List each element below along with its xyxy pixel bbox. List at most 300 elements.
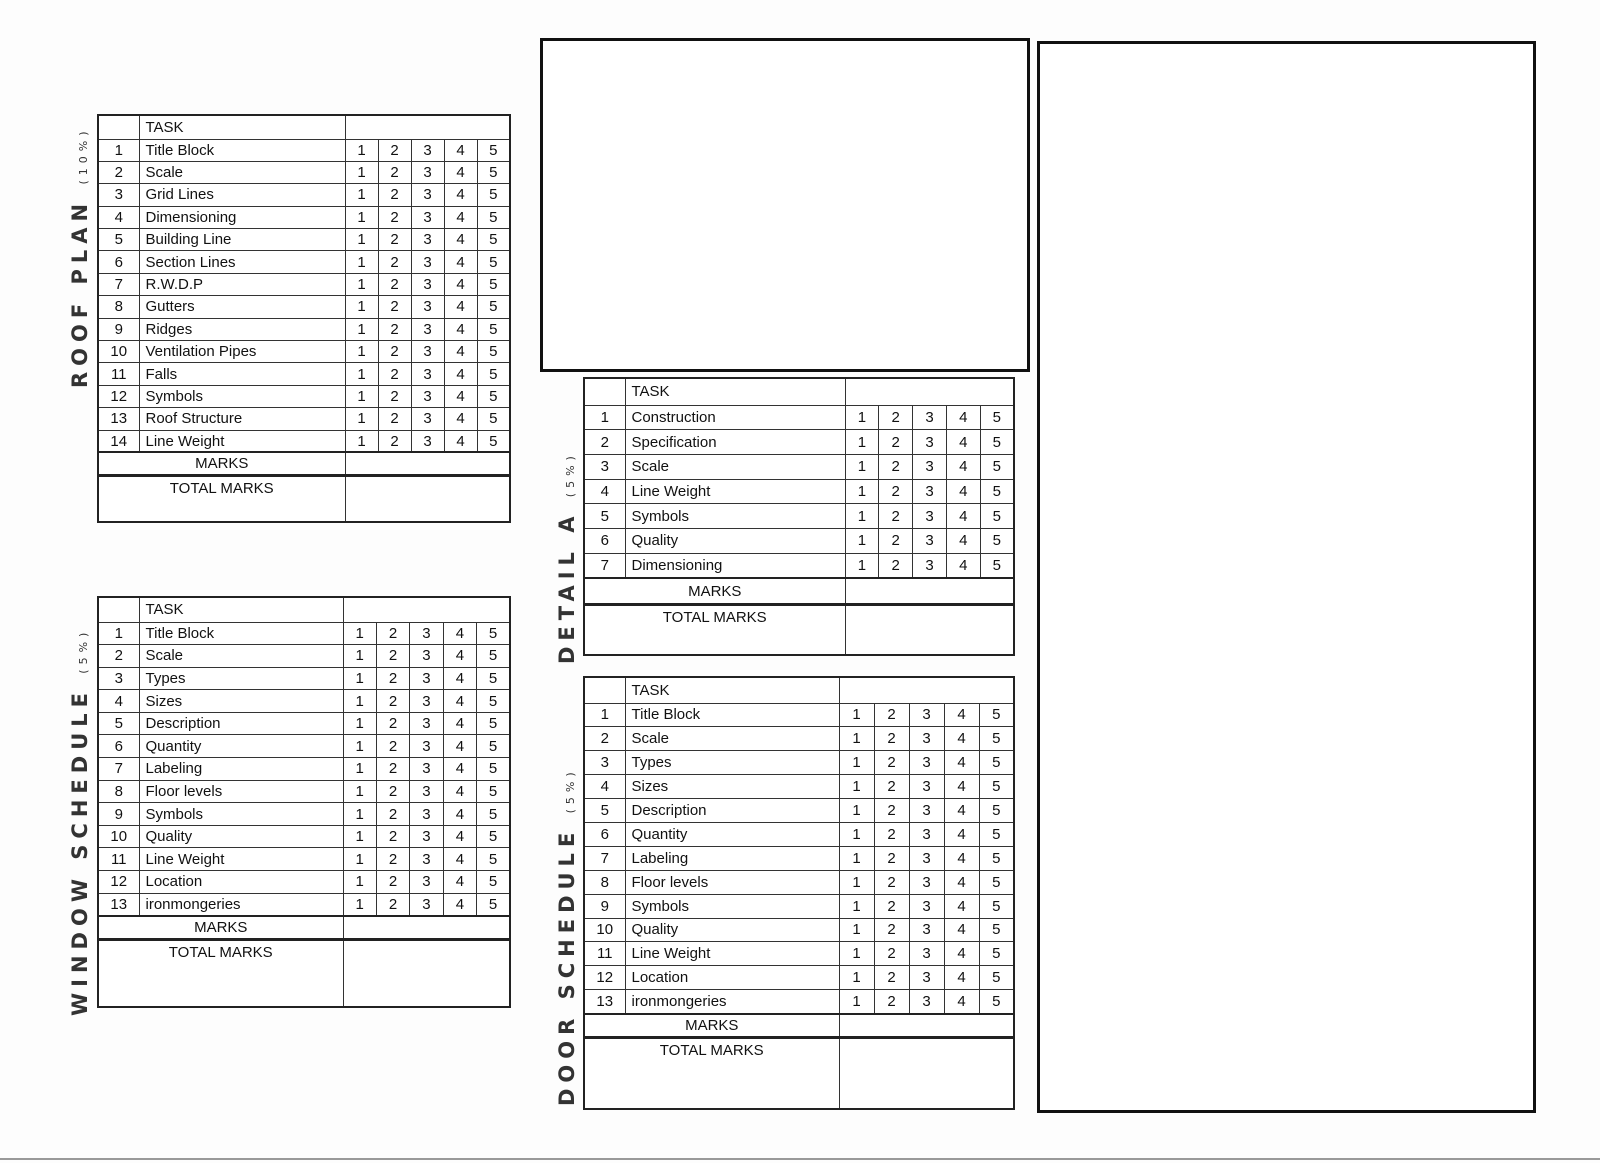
window-schedule-label (68, 628, 92, 1016)
score-option-3[interactable]: 3 (909, 727, 944, 751)
score-option-3[interactable]: 3 (913, 454, 947, 479)
score-option-2[interactable]: 2 (879, 479, 913, 504)
score-option-2[interactable]: 2 (376, 893, 409, 916)
score-option-4[interactable]: 4 (443, 803, 476, 826)
score-option-1[interactable]: 1 (343, 848, 376, 871)
score-option-3[interactable]: 3 (411, 296, 444, 318)
score-option-4[interactable]: 4 (944, 822, 979, 846)
task-name: Location (625, 966, 839, 990)
score-option-2[interactable]: 2 (874, 894, 909, 918)
score-option-1[interactable]: 1 (345, 318, 378, 340)
score-option-2[interactable]: 2 (378, 273, 411, 295)
score-option-4[interactable]: 4 (444, 363, 477, 385)
table-row (98, 161, 510, 183)
row-number: 3 (584, 751, 625, 775)
score-option-4[interactable]: 4 (944, 799, 979, 823)
score-option-3[interactable]: 3 (411, 184, 444, 206)
score-option-3[interactable]: 3 (410, 712, 443, 735)
score-option-2[interactable]: 2 (376, 758, 409, 781)
score-option-2[interactable]: 2 (376, 690, 409, 713)
score-option-4[interactable]: 4 (944, 870, 979, 894)
score-option-1[interactable]: 1 (839, 966, 874, 990)
score-option-3[interactable]: 3 (410, 667, 443, 690)
score-option-3[interactable]: 3 (410, 622, 443, 645)
score-option-3[interactable]: 3 (909, 894, 944, 918)
score-option-2[interactable]: 2 (879, 504, 913, 529)
window-schedule-total-row (98, 940, 510, 1007)
score-option-2[interactable]: 2 (376, 667, 409, 690)
score-option-3[interactable]: 3 (410, 690, 443, 713)
score-option-4[interactable]: 4 (444, 139, 477, 161)
score-option-1[interactable]: 1 (839, 751, 874, 775)
row-number: 12 (584, 966, 625, 990)
score-option-3[interactable]: 3 (909, 822, 944, 846)
score-option-1[interactable]: 1 (343, 622, 376, 645)
score-option-2[interactable]: 2 (378, 161, 411, 183)
score-option-4[interactable]: 4 (944, 966, 979, 990)
score-option-4[interactable]: 4 (944, 751, 979, 775)
score-option-3[interactable]: 3 (411, 229, 444, 251)
score-option-1[interactable]: 1 (845, 454, 879, 479)
score-option-5[interactable]: 5 (979, 727, 1014, 751)
score-option-5[interactable]: 5 (477, 803, 510, 826)
score-option-4[interactable]: 4 (444, 341, 477, 363)
door-schedule-table (583, 676, 1015, 1110)
score-option-5[interactable]: 5 (979, 894, 1014, 918)
score-option-2[interactable]: 2 (378, 318, 411, 340)
task-name: Scale (625, 454, 845, 479)
score-option-2[interactable]: 2 (874, 703, 909, 727)
score-option-5[interactable]: 5 (980, 504, 1014, 529)
score-option-5[interactable]: 5 (980, 430, 1014, 455)
score-option-1[interactable]: 1 (839, 990, 874, 1014)
score-option-1[interactable]: 1 (343, 803, 376, 826)
score-option-2[interactable]: 2 (376, 645, 409, 668)
score-option-3[interactable]: 3 (410, 645, 443, 668)
score-option-5[interactable]: 5 (980, 454, 1014, 479)
score-option-4[interactable]: 4 (443, 780, 476, 803)
score-option-3[interactable]: 3 (909, 990, 944, 1014)
total-marks-value-field[interactable] (343, 940, 510, 1007)
score-option-3[interactable]: 3 (411, 318, 444, 340)
score-option-4[interactable]: 4 (946, 405, 980, 430)
score-option-2[interactable]: 2 (378, 184, 411, 206)
row-number: 4 (584, 479, 625, 504)
score-option-5[interactable]: 5 (477, 363, 510, 385)
task-name: Sizes (625, 775, 839, 799)
score-option-5[interactable]: 5 (477, 430, 510, 452)
table-row (98, 825, 510, 848)
score-option-4[interactable]: 4 (944, 942, 979, 966)
task-name: Title Block (625, 703, 839, 727)
task-name: Scale (625, 727, 839, 751)
score-option-4[interactable]: 4 (443, 825, 476, 848)
score-option-2[interactable]: 2 (879, 454, 913, 479)
score-option-1[interactable]: 1 (345, 161, 378, 183)
score-option-4[interactable]: 4 (443, 893, 476, 916)
score-option-4[interactable]: 4 (944, 727, 979, 751)
score-option-4[interactable]: 4 (944, 775, 979, 799)
score-option-1[interactable]: 1 (343, 712, 376, 735)
score-option-1[interactable]: 1 (839, 799, 874, 823)
score-option-4[interactable]: 4 (443, 758, 476, 781)
score-option-4[interactable]: 4 (944, 703, 979, 727)
score-option-5[interactable]: 5 (477, 893, 510, 916)
score-option-5[interactable]: 5 (477, 712, 510, 735)
score-option-4[interactable]: 4 (443, 712, 476, 735)
drawing-frame-top (540, 38, 1030, 372)
score-option-1[interactable]: 1 (839, 870, 874, 894)
score-option-4[interactable]: 4 (944, 990, 979, 1014)
score-option-3[interactable]: 3 (410, 871, 443, 894)
score-option-5[interactable]: 5 (477, 622, 510, 645)
score-option-5[interactable]: 5 (477, 318, 510, 340)
score-option-1[interactable]: 1 (845, 479, 879, 504)
score-option-1[interactable]: 1 (345, 363, 378, 385)
score-option-1[interactable]: 1 (839, 775, 874, 799)
score-option-1[interactable]: 1 (345, 206, 378, 228)
score-option-3[interactable]: 3 (909, 870, 944, 894)
score-option-3[interactable]: 3 (913, 479, 947, 504)
table-row (98, 758, 510, 781)
task-header: TASK (139, 597, 343, 622)
roof-plan-header-row (98, 115, 510, 139)
score-option-5[interactable]: 5 (477, 758, 510, 781)
score-option-4[interactable]: 4 (944, 918, 979, 942)
score-option-3[interactable]: 3 (913, 405, 947, 430)
score-option-2[interactable]: 2 (376, 825, 409, 848)
score-option-1[interactable]: 1 (345, 251, 378, 273)
score-option-5[interactable]: 5 (979, 799, 1014, 823)
score-option-3[interactable]: 3 (909, 751, 944, 775)
score-option-5[interactable]: 5 (979, 990, 1014, 1014)
score-option-2[interactable]: 2 (376, 848, 409, 871)
score-option-5[interactable]: 5 (477, 690, 510, 713)
row-number: 11 (98, 848, 139, 871)
score-option-3[interactable]: 3 (909, 775, 944, 799)
score-option-4[interactable]: 4 (944, 846, 979, 870)
score-option-3[interactable]: 3 (411, 139, 444, 161)
score-option-2[interactable]: 2 (874, 775, 909, 799)
window-schedule-marks-row (98, 916, 510, 940)
score-option-1[interactable]: 1 (343, 758, 376, 781)
task-name: Description (139, 712, 343, 735)
score-option-4[interactable]: 4 (946, 528, 980, 553)
table-row (98, 667, 510, 690)
score-option-3[interactable]: 3 (410, 893, 443, 916)
score-option-5[interactable]: 5 (979, 751, 1014, 775)
score-option-3[interactable]: 3 (411, 206, 444, 228)
score-option-5[interactable]: 5 (477, 735, 510, 758)
score-option-3[interactable]: 3 (411, 430, 444, 452)
task-header: TASK (625, 677, 839, 703)
detail-a-percent: (5%) (564, 451, 577, 498)
score-option-4[interactable]: 4 (443, 848, 476, 871)
score-option-1[interactable]: 1 (343, 893, 376, 916)
score-option-2[interactable]: 2 (879, 553, 913, 578)
task-name: Line Weight (625, 942, 839, 966)
score-option-4[interactable]: 4 (444, 206, 477, 228)
score-option-5[interactable]: 5 (477, 408, 510, 430)
score-option-3[interactable]: 3 (410, 758, 443, 781)
score-option-4[interactable]: 4 (946, 454, 980, 479)
score-option-3[interactable]: 3 (909, 918, 944, 942)
score-option-2[interactable]: 2 (378, 385, 411, 407)
score-option-2[interactable]: 2 (376, 735, 409, 758)
task-header: TASK (625, 378, 845, 405)
score-option-1[interactable]: 1 (839, 727, 874, 751)
score-option-4[interactable]: 4 (443, 622, 476, 645)
score-option-1[interactable]: 1 (345, 139, 378, 161)
score-option-2[interactable]: 2 (874, 799, 909, 823)
score-option-5[interactable]: 5 (477, 341, 510, 363)
task-name: Dimensioning (139, 206, 345, 228)
score-option-5[interactable]: 5 (477, 273, 510, 295)
score-option-3[interactable]: 3 (909, 942, 944, 966)
score-option-3[interactable]: 3 (411, 385, 444, 407)
score-option-1[interactable]: 1 (839, 942, 874, 966)
task-name: Title Block (139, 622, 343, 645)
score-option-4[interactable]: 4 (944, 894, 979, 918)
task-name: Scale (139, 645, 343, 668)
score-option-5[interactable]: 5 (980, 528, 1014, 553)
roof-plan-title: ROOF PLAN (68, 197, 92, 388)
score-option-2[interactable]: 2 (874, 918, 909, 942)
score-option-1[interactable]: 1 (343, 667, 376, 690)
table-row (98, 893, 510, 916)
score-option-1[interactable]: 1 (839, 894, 874, 918)
score-option-4[interactable]: 4 (443, 645, 476, 668)
score-option-4[interactable]: 4 (444, 184, 477, 206)
table-row (584, 966, 1014, 990)
score-option-1[interactable]: 1 (343, 645, 376, 668)
score-option-2[interactable]: 2 (376, 871, 409, 894)
score-option-2[interactable]: 2 (874, 966, 909, 990)
table-row (584, 990, 1014, 1014)
score-option-1[interactable]: 1 (845, 528, 879, 553)
score-option-5[interactable]: 5 (477, 296, 510, 318)
score-option-2[interactable]: 2 (378, 341, 411, 363)
score-option-4[interactable]: 4 (443, 667, 476, 690)
score-option-2[interactable]: 2 (874, 942, 909, 966)
score-option-2[interactable]: 2 (879, 528, 913, 553)
score-option-3[interactable]: 3 (410, 848, 443, 871)
score-option-5[interactable]: 5 (980, 479, 1014, 504)
score-option-5[interactable]: 5 (477, 848, 510, 871)
score-option-4[interactable]: 4 (946, 479, 980, 504)
score-option-5[interactable]: 5 (980, 553, 1014, 578)
score-option-2[interactable]: 2 (879, 405, 913, 430)
score-option-2[interactable]: 2 (378, 430, 411, 452)
score-option-5[interactable]: 5 (979, 846, 1014, 870)
score-option-5[interactable]: 5 (477, 206, 510, 228)
score-header-blank (839, 677, 1014, 703)
marks-value-field[interactable] (845, 578, 1014, 605)
total-marks-label: TOTAL MARKS (584, 605, 845, 655)
total-marks-value-field[interactable] (345, 475, 510, 522)
score-option-1[interactable]: 1 (839, 822, 874, 846)
score-option-3[interactable]: 3 (411, 341, 444, 363)
score-option-4[interactable]: 4 (444, 318, 477, 340)
score-option-1[interactable]: 1 (345, 341, 378, 363)
task-name: Line Weight (139, 430, 345, 452)
score-option-5[interactable]: 5 (477, 251, 510, 273)
score-option-1[interactable]: 1 (345, 385, 378, 407)
row-number: 10 (584, 918, 625, 942)
score-option-3[interactable]: 3 (411, 408, 444, 430)
marks-value-field[interactable] (839, 1014, 1014, 1038)
score-option-4[interactable]: 4 (443, 871, 476, 894)
score-option-4[interactable]: 4 (443, 735, 476, 758)
score-option-1[interactable]: 1 (839, 703, 874, 727)
score-option-3[interactable]: 3 (909, 966, 944, 990)
score-option-2[interactable]: 2 (376, 712, 409, 735)
score-option-5[interactable]: 5 (979, 966, 1014, 990)
score-option-2[interactable]: 2 (378, 296, 411, 318)
row-number: 7 (98, 273, 139, 295)
row-number: 1 (584, 405, 625, 430)
score-option-4[interactable]: 4 (444, 273, 477, 295)
score-option-4[interactable]: 4 (443, 690, 476, 713)
score-option-2[interactable]: 2 (378, 363, 411, 385)
score-option-5[interactable]: 5 (979, 942, 1014, 966)
score-option-4[interactable]: 4 (444, 161, 477, 183)
score-option-5[interactable]: 5 (979, 822, 1014, 846)
score-option-1[interactable]: 1 (845, 504, 879, 529)
score-option-1[interactable]: 1 (345, 408, 378, 430)
score-option-4[interactable]: 4 (444, 229, 477, 251)
score-option-3[interactable]: 3 (411, 363, 444, 385)
score-option-2[interactable]: 2 (874, 870, 909, 894)
score-option-4[interactable]: 4 (444, 408, 477, 430)
table-row (584, 799, 1014, 823)
score-option-3[interactable]: 3 (913, 430, 947, 455)
score-option-2[interactable]: 2 (376, 803, 409, 826)
score-option-1[interactable]: 1 (345, 430, 378, 452)
score-option-5[interactable]: 5 (979, 775, 1014, 799)
table-row (98, 645, 510, 668)
score-option-5[interactable]: 5 (477, 139, 510, 161)
score-option-5[interactable]: 5 (477, 385, 510, 407)
door-schedule-percent: (5%) (564, 767, 577, 814)
score-option-4[interactable]: 4 (444, 385, 477, 407)
score-option-5[interactable]: 5 (980, 405, 1014, 430)
score-option-4[interactable]: 4 (946, 553, 980, 578)
score-option-5[interactable]: 5 (477, 667, 510, 690)
score-option-1[interactable]: 1 (343, 735, 376, 758)
task-name: Labeling (139, 758, 343, 781)
row-number: 8 (584, 870, 625, 894)
row-number: 5 (98, 712, 139, 735)
score-option-5[interactable]: 5 (477, 161, 510, 183)
score-option-1[interactable]: 1 (345, 296, 378, 318)
table-row (98, 184, 510, 206)
score-option-2[interactable]: 2 (378, 229, 411, 251)
table-row (584, 894, 1014, 918)
score-option-5[interactable]: 5 (477, 825, 510, 848)
table-row (98, 139, 510, 161)
score-option-3[interactable]: 3 (909, 799, 944, 823)
table-row (584, 822, 1014, 846)
score-option-2[interactable]: 2 (874, 990, 909, 1014)
score-option-3[interactable]: 3 (913, 553, 947, 578)
score-option-5[interactable]: 5 (979, 870, 1014, 894)
score-option-2[interactable]: 2 (376, 780, 409, 803)
scan-edge-line (0, 1158, 1600, 1160)
score-option-2[interactable]: 2 (879, 430, 913, 455)
score-option-3[interactable]: 3 (909, 703, 944, 727)
score-option-5[interactable]: 5 (477, 645, 510, 668)
score-option-1[interactable]: 1 (839, 846, 874, 870)
score-option-4[interactable]: 4 (946, 504, 980, 529)
row-number: 9 (98, 803, 139, 826)
score-option-3[interactable]: 3 (411, 273, 444, 295)
score-option-3[interactable]: 3 (411, 251, 444, 273)
score-option-2[interactable]: 2 (378, 139, 411, 161)
score-option-3[interactable]: 3 (410, 780, 443, 803)
row-number: 1 (584, 703, 625, 727)
score-option-4[interactable]: 4 (444, 296, 477, 318)
score-option-5[interactable]: 5 (477, 780, 510, 803)
score-option-2[interactable]: 2 (378, 206, 411, 228)
score-option-2[interactable]: 2 (874, 727, 909, 751)
score-option-5[interactable]: 5 (979, 918, 1014, 942)
total-marks-value-field[interactable] (839, 1038, 1014, 1109)
score-option-1[interactable]: 1 (343, 871, 376, 894)
score-option-1[interactable]: 1 (839, 918, 874, 942)
score-option-3[interactable]: 3 (410, 735, 443, 758)
score-option-3[interactable]: 3 (913, 504, 947, 529)
score-option-3[interactable]: 3 (410, 825, 443, 848)
score-option-1[interactable]: 1 (345, 229, 378, 251)
score-option-5[interactable]: 5 (477, 229, 510, 251)
score-option-2[interactable]: 2 (874, 846, 909, 870)
table-row (584, 846, 1014, 870)
score-option-3[interactable]: 3 (913, 528, 947, 553)
score-option-1[interactable]: 1 (343, 690, 376, 713)
score-option-4[interactable]: 4 (444, 251, 477, 273)
row-number: 2 (584, 727, 625, 751)
marks-value-field[interactable] (343, 916, 510, 940)
score-option-4[interactable]: 4 (444, 430, 477, 452)
score-option-1[interactable]: 1 (345, 273, 378, 295)
blank-cell (98, 597, 139, 622)
row-number: 3 (584, 454, 625, 479)
score-option-2[interactable]: 2 (874, 751, 909, 775)
score-option-1[interactable]: 1 (345, 184, 378, 206)
score-option-5[interactable]: 5 (477, 184, 510, 206)
row-number: 6 (584, 822, 625, 846)
score-option-3[interactable]: 3 (909, 846, 944, 870)
score-option-1[interactable]: 1 (343, 825, 376, 848)
score-option-1[interactable]: 1 (845, 553, 879, 578)
score-option-2[interactable]: 2 (376, 622, 409, 645)
score-option-3[interactable]: 3 (411, 161, 444, 183)
score-option-2[interactable]: 2 (378, 408, 411, 430)
score-option-1[interactable]: 1 (845, 405, 879, 430)
score-option-1[interactable]: 1 (343, 780, 376, 803)
marks-value-field[interactable] (345, 452, 510, 475)
score-option-2[interactable]: 2 (378, 251, 411, 273)
score-option-4[interactable]: 4 (946, 430, 980, 455)
score-option-2[interactable]: 2 (874, 822, 909, 846)
total-marks-value-field[interactable] (845, 605, 1014, 655)
score-option-5[interactable]: 5 (477, 871, 510, 894)
score-option-1[interactable]: 1 (845, 430, 879, 455)
table-row (584, 454, 1014, 479)
score-option-3[interactable]: 3 (410, 803, 443, 826)
score-option-5[interactable]: 5 (979, 703, 1014, 727)
